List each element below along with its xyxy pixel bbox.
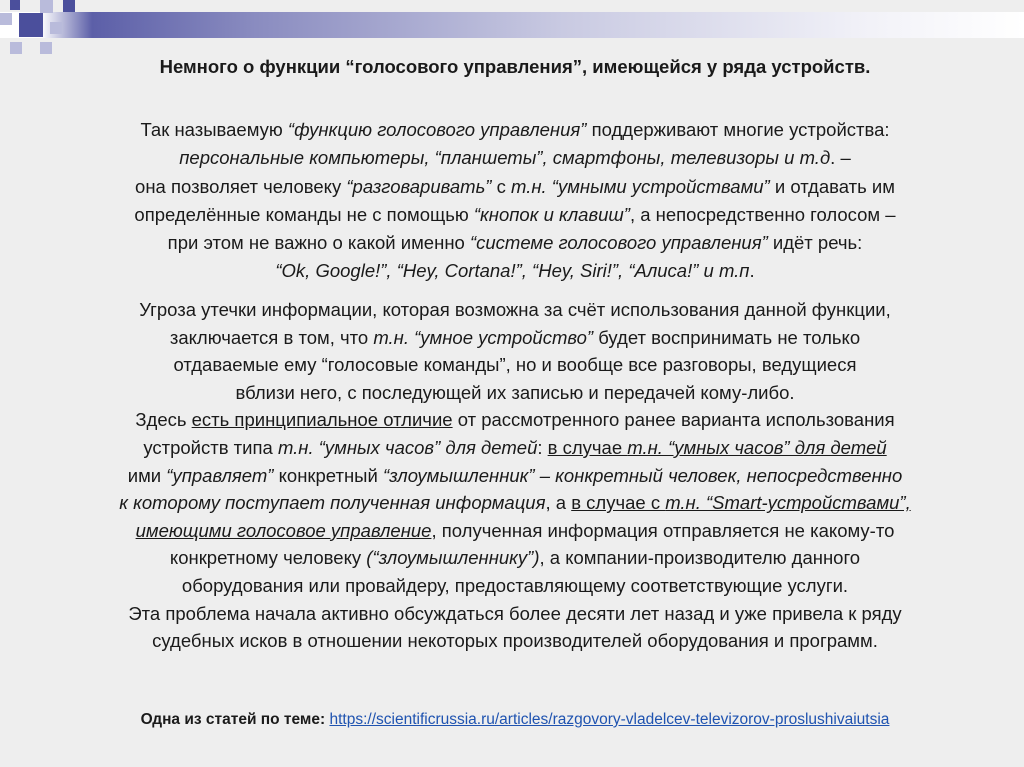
text-run: персональные компьютеры, “планшеты”, смартфоны, телевизоры и т.д	[179, 147, 831, 169]
text-run: .	[749, 260, 755, 282]
text-run: есть принципиальное отличие	[191, 409, 453, 431]
text-line	[30, 544, 1000, 572]
text-line	[30, 434, 1000, 462]
text-run: , а компании-производителю данного	[539, 547, 861, 569]
text-line	[30, 201, 1000, 229]
text-run: Эта проблема начала активно обсуждаться более десяти лет назад и уже привела к ряду	[128, 602, 902, 624]
text-run: т.н. “умных часов” для детей	[277, 436, 538, 458]
text-run: , а	[545, 492, 572, 514]
text-line	[30, 257, 1000, 285]
text-run: судебных исков в отношении некоторых производителей оборудования и программ.	[152, 630, 878, 652]
text-run: конкретный	[273, 464, 383, 486]
text-line	[30, 462, 1000, 490]
text-run: “функцию голосового управления”	[287, 119, 587, 140]
text-run: и отдавать им	[769, 175, 895, 197]
text-line	[30, 600, 1000, 628]
text-run: с	[491, 175, 511, 197]
text-line	[30, 173, 1000, 201]
text-line	[30, 351, 1000, 379]
decor-square-6	[50, 22, 62, 34]
text-line	[30, 572, 1000, 600]
text-line	[30, 296, 1000, 324]
reference-label: Одна из статей по теме:	[140, 711, 330, 728]
text-run: отдаваемые ему “голосовые команды”, но и вообще все разговоры, ведущиеся	[173, 354, 857, 376]
text-line	[30, 144, 1000, 172]
text-run: т.н. “умных часов” для детей	[627, 436, 887, 458]
text-run: (“злоумышленнику”)	[366, 547, 540, 569]
text-run: определённые команды не с помощью	[134, 203, 474, 225]
decor-square-1	[10, 0, 20, 10]
decor-square-8	[40, 42, 52, 54]
text-line	[30, 379, 1000, 407]
text-run: в случае с	[571, 492, 666, 514]
decor-square-7	[10, 42, 22, 54]
text-run: оборудования или провайдеру, предоставляющему соответствующие услуги.	[181, 574, 849, 596]
text-run: , полученная информация отправляется не какому-то	[431, 519, 895, 541]
text-run: имеющими голосовое управление	[135, 519, 432, 541]
text-run: . –	[830, 147, 851, 169]
paragraph-threat	[30, 296, 1000, 655]
text-run: вблизи него, с последующей их записью и передачей кому-либо.	[235, 381, 795, 403]
text-run: “злоумышленник” – конкретный человек, непосредственно	[382, 464, 903, 486]
text-run: устройств типа	[143, 436, 278, 458]
text-run: при этом не важно о какой именно	[167, 232, 470, 254]
text-run: “разговаривать”	[346, 175, 492, 197]
reference-line	[30, 711, 1000, 729]
text-run: “Ok, Google!”, “Hey, Cortana!”, “Hey, Siri!”, “Алиса!” и т.п	[275, 260, 750, 282]
text-run: идёт речь:	[767, 232, 863, 254]
decor-square-3	[63, 0, 75, 12]
text-run: Здесь	[135, 409, 192, 431]
header-gradient-bar	[0, 12, 1024, 38]
text-run: она позволяет человеку	[135, 175, 347, 197]
text-line	[30, 517, 1000, 545]
decor-square-2	[40, 0, 53, 13]
text-run: заключается в том, что	[169, 326, 374, 348]
text-line	[30, 324, 1000, 352]
text-run: поддерживают многие устройства:	[586, 119, 890, 140]
text-line	[30, 489, 1000, 517]
text-run: т.н. “Smart-устройствами”,	[665, 492, 911, 514]
decor-square-5	[19, 13, 43, 37]
text-run: Так называемую	[140, 119, 288, 140]
text-line	[30, 406, 1000, 434]
slide-title: Немного о функции “голосового управления”, имеющейся у ряда устройств.	[159, 56, 871, 77]
text-run: к которому поступает полученная информация	[119, 492, 546, 514]
text-run: конкретному человеку	[169, 547, 367, 569]
text-line	[30, 229, 1000, 257]
text-run: будет воспринимать не только	[593, 326, 861, 348]
reference-link[interactable]: https://scientificrussia.ru/articles/razgovory-vladelcev-televizorov-proslushivaiutsia	[329, 711, 890, 728]
text-run: от рассмотренного ранее варианта использования	[452, 409, 895, 431]
text-line	[30, 116, 1000, 144]
text-run: ими	[127, 464, 167, 486]
text-run: т.н. “умными устройствами”	[511, 175, 770, 197]
text-run: “управляет”	[166, 464, 274, 486]
text-run: “системе голосового управления”	[469, 232, 768, 254]
text-run: , а непосредственно голосом –	[629, 203, 896, 225]
text-run: “кнопок и клавиш”	[473, 203, 630, 225]
text-run: :	[537, 436, 548, 458]
text-run: в случае	[547, 436, 628, 458]
paragraph-intro	[30, 116, 1000, 286]
text-run: Угроза утечки информации, которая возможна за счёт использования данной функции,	[139, 299, 891, 320]
text-line	[30, 627, 1000, 655]
text-run: т.н. “умное устройство”	[373, 326, 594, 348]
decor-square-4	[0, 13, 12, 25]
